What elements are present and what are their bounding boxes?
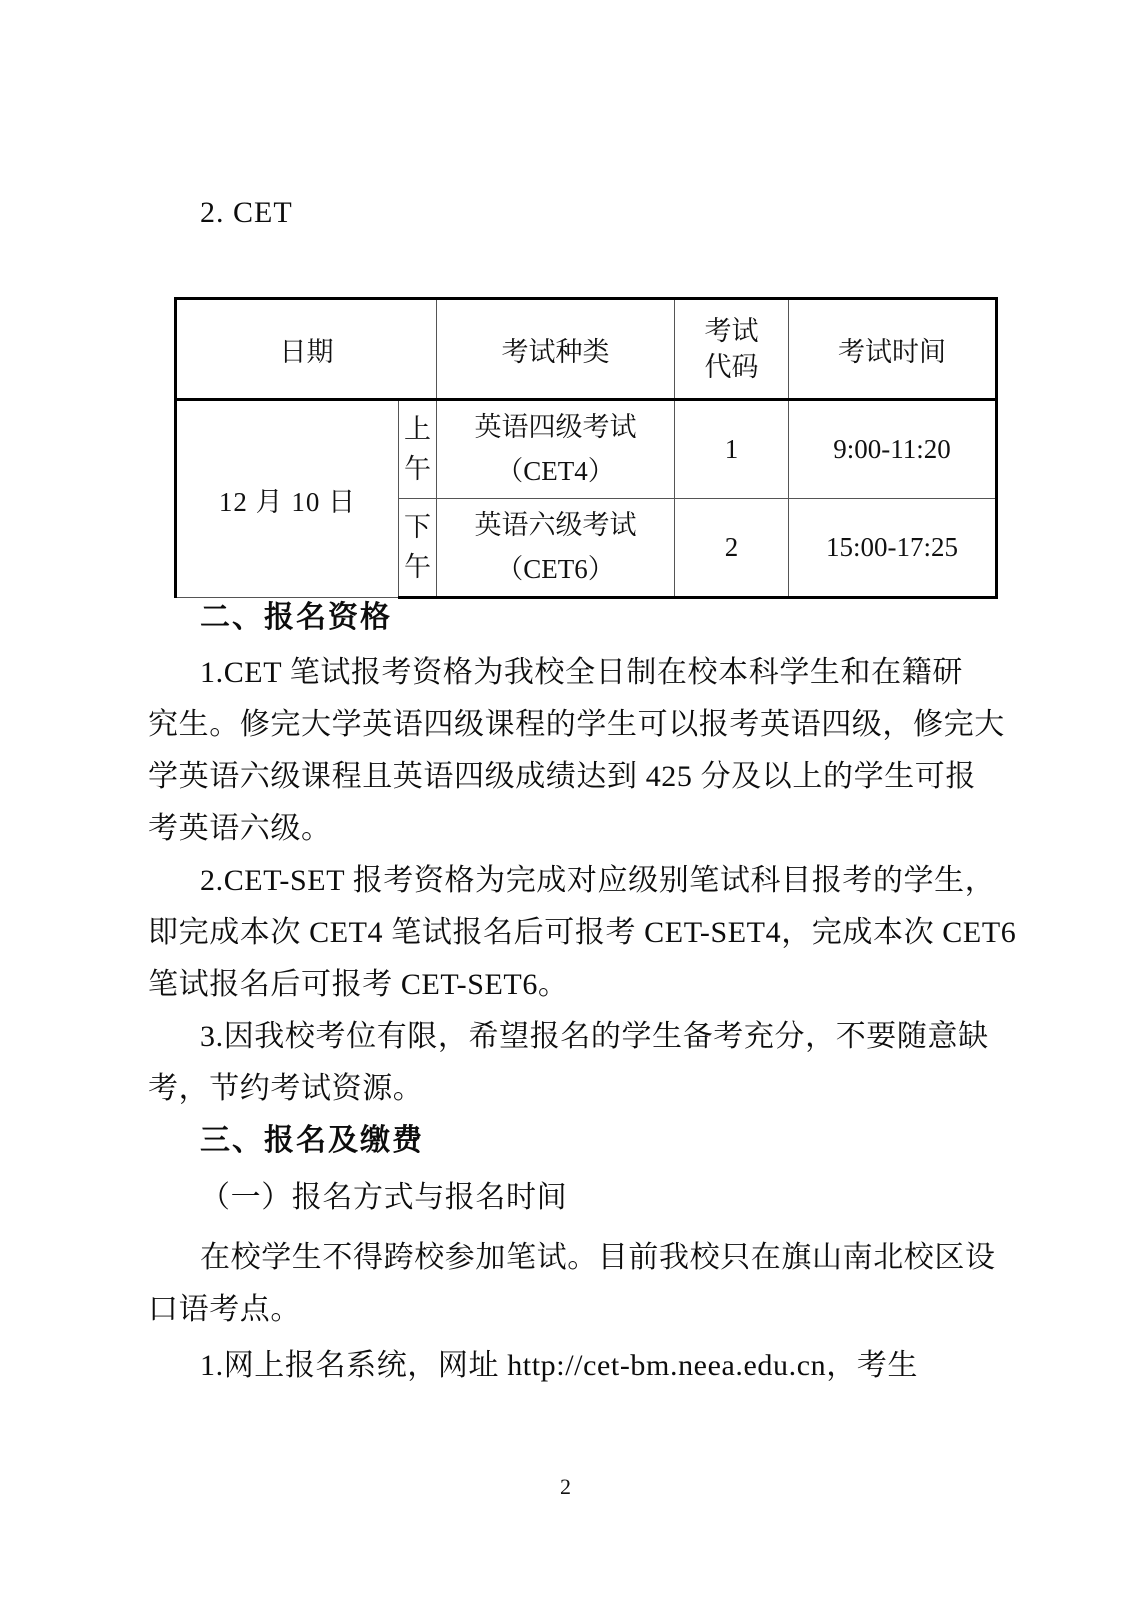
table-cell-exam-kind-cet4 (437, 400, 675, 499)
table-header-date: 日期 (176, 299, 437, 400)
exam-kind-cet4-line2: （CET4） (496, 455, 615, 486)
table-cell-exam-time-cet6: 15:00-17:25 (789, 499, 997, 598)
paragraph-item2-line3: 笔试报名后可报考 CET-SET6。 (148, 968, 569, 1001)
exam-schedule-table (174, 297, 998, 599)
table-cell-period-pm (399, 499, 437, 598)
table-cell-exam-code-cet6: 2 (675, 499, 789, 598)
exam-kind-cet6-line2: （CET6） (496, 553, 615, 584)
page-number: 2 (560, 1474, 571, 1499)
table-cell-exam-code-cet4: 1 (675, 400, 789, 499)
heading-section-two: 二、报名资格 (200, 601, 392, 634)
table-cell-period-am (399, 400, 437, 499)
table-header-exam-code-line2: 代码 (704, 352, 759, 382)
section-label: 2. CET (200, 196, 293, 229)
exam-kind-cet6-line1: 英语六级考试 (474, 510, 637, 541)
exam-kind-cet4-line1: 英语四级考试 (474, 412, 637, 443)
table-header-exam-code-line1: 考试 (704, 315, 759, 346)
period-am-line2: 午 (404, 453, 431, 484)
table-header-exam-code (675, 299, 789, 400)
period-am-line1: 上 (404, 414, 431, 445)
paragraph-item3-line1: 3.因我校考位有限，希望报名的学生备考充分，不要随意缺 (200, 1020, 989, 1053)
subheading-registration-method: （一）报名方式与报名时间 (200, 1181, 568, 1214)
paragraph-item1-line4: 考英语六级。 (148, 812, 332, 845)
table-header-exam-kind: 考试种类 (437, 299, 675, 400)
paragraph-campus-line1: 在校学生不得跨校参加笔试。目前我校只在旗山南北校区设 (200, 1241, 996, 1274)
paragraph-item2-line1: 2.CET-SET 报考资格为完成对应级别笔试科目报考的学生， (200, 864, 996, 897)
table-cell-exam-time-cet4: 9:00-11:20 (789, 400, 997, 499)
paragraph-item3-line2: 考，节约考试资源。 (148, 1072, 424, 1105)
paragraph-item4-line1: 1.网上报名系统，网址 http://cet-bm.neea.edu.cn，考生 (200, 1349, 919, 1382)
period-pm-line1: 下 (404, 512, 431, 543)
heading-section-three: 三、报名及缴费 (200, 1124, 424, 1157)
table-row (176, 400, 997, 499)
table-cell-date: 12 月 10 日 (176, 400, 399, 598)
table-header-exam-time: 考试时间 (789, 299, 997, 400)
table-cell-exam-kind-cet6 (437, 499, 675, 598)
paragraph-item1-line3: 学英语六级课程且英语四级成绩达到 425 分及以上的学生可报 (148, 760, 976, 793)
period-pm-line2: 午 (404, 551, 431, 582)
paragraph-item1-line2: 究生。修完大学英语四级课程的学生可以报考英语四级，修完大 (148, 708, 1005, 741)
paragraph-campus-line2: 口语考点。 (148, 1293, 301, 1326)
table-header-row (176, 299, 997, 400)
paragraph-item1-line1: 1.CET 笔试报考资格为我校全日制在校本科学生和在籍研 (200, 656, 963, 689)
paragraph-item2-line2: 即完成本次 CET4 笔试报名后可报考 CET-SET4，完成本次 CET6 (148, 916, 1017, 949)
